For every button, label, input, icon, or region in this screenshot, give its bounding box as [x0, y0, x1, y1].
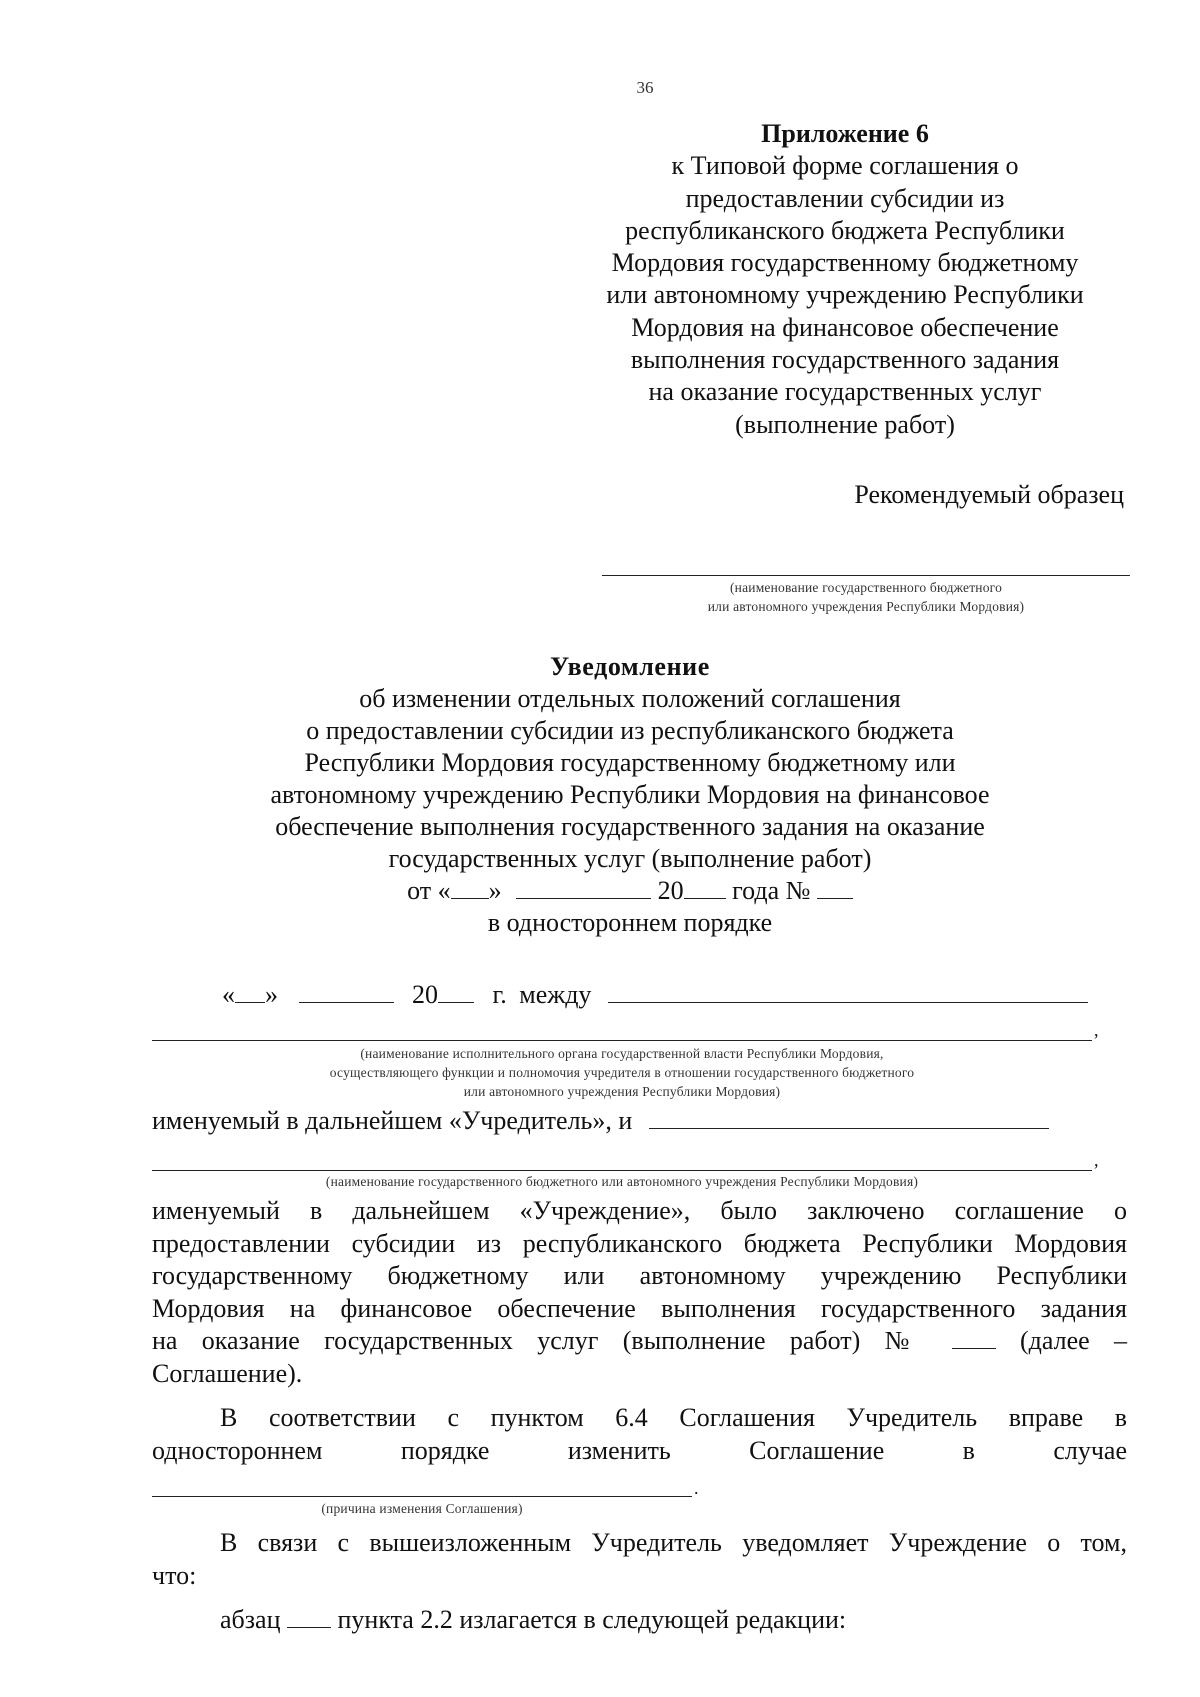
institution-blank-2 — [152, 1170, 1092, 1171]
paragraph-line: В соответствии с пунктом 6.4 Соглашения Учредитель вправе в — [220, 1403, 1127, 1432]
clause-blank — [287, 1605, 331, 1628]
reason-blank — [152, 1496, 692, 1497]
year-suffix: г. — [492, 980, 507, 1009]
number-blank — [817, 876, 853, 899]
paragraph-line: предоставлении субсидии из республиканского бюджета Республики Мордовия — [152, 1228, 1127, 1258]
comma: , — [1094, 1150, 1099, 1170]
notice-line: автономному учреждению Республики Мордовия на финансовое — [270, 780, 990, 809]
appendix-line: Мордовия на финансовое обеспечение — [631, 312, 1059, 342]
notice-line: Республики Мордовия государственному бюджетному или — [304, 748, 956, 777]
paragraph-basis — [152, 1402, 1127, 1467]
notice-line: об изменении отдельных положений соглашения — [359, 684, 901, 713]
year-blank — [438, 980, 474, 1003]
quote-close: » — [265, 980, 278, 1009]
paragraph-line: Соглашение). — [152, 1358, 303, 1388]
notice-date-line — [180, 875, 1080, 907]
agreement-number-blank — [952, 1326, 996, 1349]
between-label: между — [519, 980, 592, 1009]
notice-title: Уведомление — [550, 652, 710, 681]
quote-close: » — [488, 876, 502, 905]
appendix-header — [560, 118, 1130, 441]
notice-unilateral: в одностороннем порядке — [487, 908, 773, 937]
paragraph-line: именуемый в дальнейшем «Учреждение», было заключено соглашение о — [152, 1196, 1127, 1225]
month-blank — [299, 980, 394, 1003]
quote-open: « — [222, 980, 235, 1009]
page-number: 36 — [636, 78, 654, 97]
appendix-line: республиканского бюджета Республики — [625, 215, 1065, 245]
hereinafter-text: (далее – — [1019, 1326, 1128, 1355]
caption-line: или автономного учреждения Республики Мордовия) — [707, 599, 1025, 614]
clause-label: абзац — [220, 1605, 281, 1634]
reason-caption: (причина изменения Соглашения) — [321, 1501, 523, 1516]
appendix-line: на оказание государственных услуг — [648, 377, 1042, 407]
from-prefix: от « — [407, 876, 451, 905]
founder-text: именуемый в дальнейшем «Учредитель», и — [152, 1106, 633, 1135]
date-row — [222, 980, 1088, 1010]
paragraph-line: что: — [152, 1560, 197, 1590]
appendix-line: к Типовой форме соглашения о — [671, 151, 1019, 181]
day-blank — [235, 980, 265, 1003]
appendix-title: Приложение 6 — [761, 119, 929, 148]
paragraph-line: Мордовия на финансовое обеспечение выполнения государственного задания — [152, 1293, 1127, 1323]
appendix-line: предоставлении субсидии из — [685, 183, 1005, 213]
paragraph-line-number — [152, 1325, 1127, 1358]
institution-name-blank — [602, 575, 1130, 576]
appendix-line: выполнения государственного задания — [630, 345, 1060, 375]
notice-heading — [180, 651, 1080, 939]
caption-line: осуществляющего функции и полномочия учредителя в отношении государственного бюджетного — [329, 1065, 915, 1080]
year-prefix: 20 — [412, 980, 438, 1009]
agreement-number-label: на оказание государственных услуг (выполнение работ) № — [152, 1326, 928, 1355]
founder-blank-1 — [608, 980, 1088, 1003]
paragraph-line: В связи с вышеизложенным Учредитель уведомляет Учреждение о том, — [220, 1528, 1127, 1557]
institution-caption — [602, 578, 1130, 616]
appendix-line: Мордовия государственному бюджетному — [611, 248, 1079, 278]
paragraph-line: государственному бюджетному или автономному учреждению Республики — [152, 1261, 1127, 1290]
notice-line: обеспечение выполнения государственного задания на оказание — [275, 812, 985, 841]
caption-line: (наименование государственного бюджетного — [729, 580, 1003, 595]
comma: , — [1094, 1020, 1099, 1040]
notice-line: государственных услуг (выполнение работ) — [388, 844, 872, 873]
appendix-line: (выполнение работ) — [735, 409, 955, 439]
year-blank — [684, 876, 726, 899]
paragraph-clause — [220, 1605, 846, 1635]
period: . — [694, 1478, 699, 1498]
appendix-line: или автономному учреждению Республики — [606, 280, 1084, 310]
caption-line: или автономного учреждения Республики Мордовия) — [463, 1084, 781, 1099]
day-blank — [451, 876, 489, 899]
sample-label: Рекомендуемый образец — [854, 480, 1124, 509]
clause-text: пункта 2.2 излагается в следующей редакции: — [337, 1605, 847, 1634]
institution2-caption: (наименование государственного бюджетного или автономного учреждения Республики Мордовия) — [325, 1174, 919, 1189]
paragraph-agreement — [152, 1195, 1127, 1390]
month-blank — [516, 876, 651, 899]
founder-row — [152, 1106, 1049, 1136]
number-label: года № — [732, 876, 811, 905]
founder-caption — [152, 1044, 1092, 1101]
paragraph-notify — [152, 1527, 1127, 1592]
year-prefix: 20 — [657, 876, 684, 905]
notice-line: о предоставлении субсидии из республиканского бюджета — [306, 716, 954, 745]
founder-blank-2 — [152, 1040, 1092, 1041]
paragraph-line: одностороннем порядке изменить Соглашение в случае — [152, 1435, 1127, 1465]
institution-blank-1 — [649, 1106, 1049, 1129]
caption-line: (наименование исполнительного органа государственной власти Республики Мордовия, — [360, 1046, 884, 1061]
